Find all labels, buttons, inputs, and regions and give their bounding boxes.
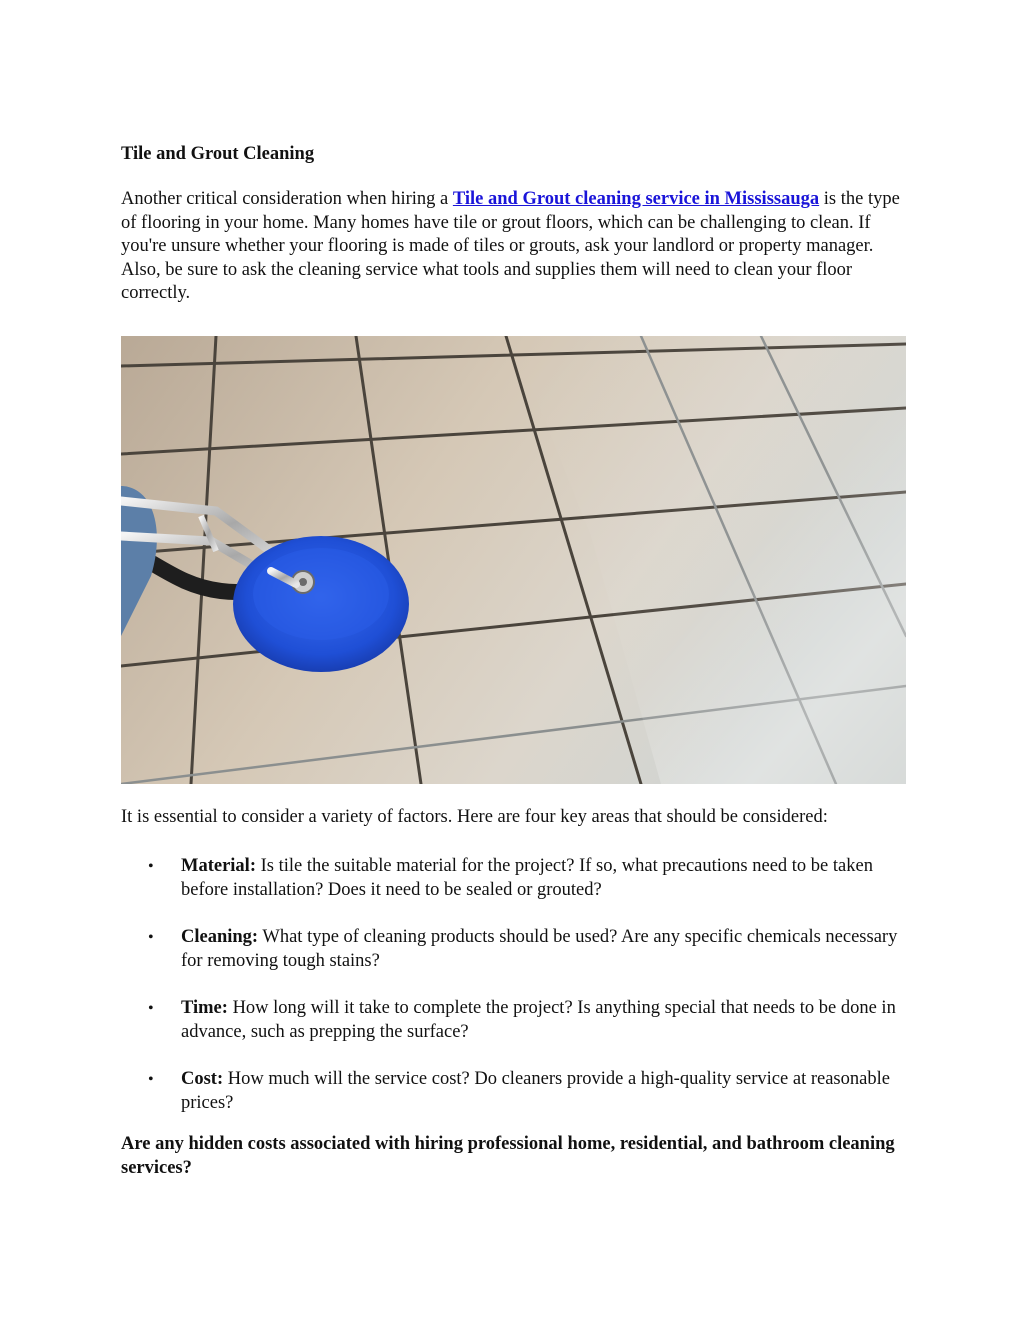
list-item xyxy=(121,855,911,902)
tile-grout-cleaning-machine-photo xyxy=(121,336,906,784)
list-item xyxy=(121,997,911,1044)
bullet-icon: • xyxy=(148,1000,154,1017)
factor-text: How much will the service cost? Do cleaners provide a high-quality service at reasonable prices? xyxy=(181,1069,890,1113)
factor-text: Is tile the suitable material for the project? If so, what precautions need to be taken before installation? Does it need to be sealed or grouted? xyxy=(181,856,873,900)
bullet-icon: • xyxy=(148,858,154,875)
factor-term: Material: xyxy=(181,856,256,876)
bullet-icon: • xyxy=(148,929,154,946)
document-page xyxy=(121,142,911,1180)
factor-term: Cleaning: xyxy=(181,927,259,947)
factor-term: Cost: xyxy=(181,1069,224,1089)
intro-text-before-link: Another critical consideration when hiring a xyxy=(121,189,453,209)
factors-list xyxy=(121,855,911,1115)
factor-term: Time: xyxy=(181,998,228,1018)
list-item xyxy=(121,1068,911,1115)
service-link[interactable]: Tile and Grout cleaning service in Mississauga xyxy=(452,189,820,209)
question-heading: Are any hidden costs associated with hiring professional home, residential, and bathroom cleaning services? xyxy=(121,1134,895,1178)
list-item xyxy=(121,926,911,973)
bullet-icon: • xyxy=(148,1071,154,1088)
factor-text: How long will it take to complete the project? Is anything special that needs to be done in advance, such as prepping the surface? xyxy=(181,998,896,1042)
intro-paragraph xyxy=(121,188,911,306)
section-heading: Tile and Grout Cleaning xyxy=(121,144,315,164)
factor-text: What type of cleaning products should be used? Are any specific chemicals necessary for removing tough stains? xyxy=(181,927,898,971)
intro-text-after-link: is the type of flooring in your home. Many homes have tile or grout floors, which can be challenging to clean. If you're unsure whether your flooring is made of tiles or grouts, ask your landlord or property manager. Also, be sure to ask the cleaning service what tools and supplies them will need to clean your floor correctly. xyxy=(121,189,900,303)
factors-intro: It is essential to consider a variety of factors. Here are four key areas that should be considered: xyxy=(121,806,828,827)
